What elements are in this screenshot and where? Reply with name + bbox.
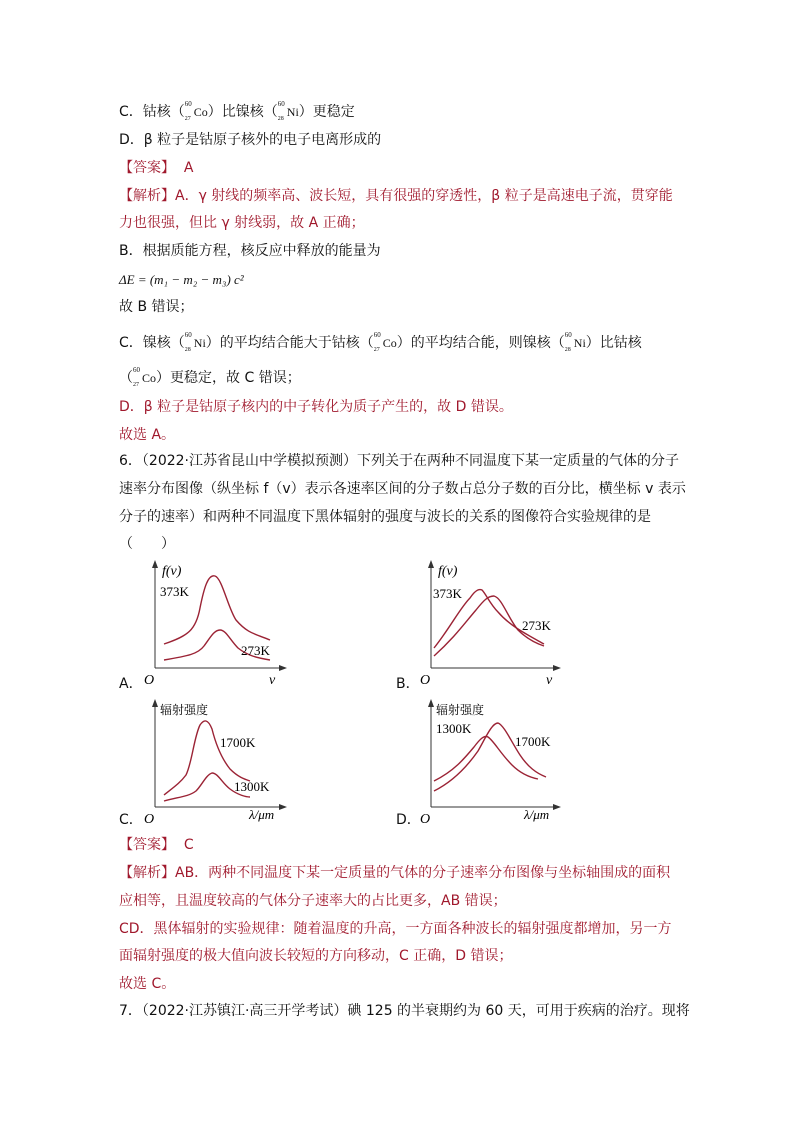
option-d: D．β 粒子是钴原子核外的电子电离形成的 <box>119 132 382 148</box>
analysis-1-d: D．β 粒子是钴原子核内的中子转化为质子产生的，故 D 错误。 <box>119 399 513 415</box>
origin-label: O <box>420 673 431 688</box>
question-6-line4: （ ） <box>119 536 175 552</box>
analysis-1-b1: B．根据质能方程，核反应中释放的能量为 <box>119 243 381 259</box>
analysis-2-ab2: 应相等，且温度较高的气体分子速率大的占比更多，AB 错误； <box>119 893 507 909</box>
analysis-1-c1: C．镍核（ 60 28 Ni）的平均结合能大于钴核（ 60 27 Co）的平均结合能，则镍核（ 60 28 Ni）比钴核 <box>119 331 642 353</box>
answer-1: 【答案】 A <box>119 160 194 176</box>
chart-b-letter: B． <box>396 676 420 692</box>
chart-a-letter: A． <box>119 676 143 692</box>
isotope-ni: 60 28 Ni <box>564 331 586 353</box>
isotope-ni: 60 28 Ni <box>184 331 206 353</box>
chart-d-letter: D． <box>396 812 421 828</box>
question-6-line1: 6．（2022·江苏省昆山中学模拟预测）下列关于在两种不同温度下某一定质量的气体的分子 <box>119 453 679 469</box>
option-c: C．钴核（ 60 27 Co）比镍核（ 60 28 Ni）更稳定 <box>119 100 355 122</box>
isotope-ni: 60 28 Ni <box>277 100 299 122</box>
question-6-line3: 分子的速率）和两种不同温度下黑体辐射的强度与波长的关系的图像符合实验规律的是 <box>119 509 651 525</box>
y-label: f(v) <box>162 564 182 579</box>
label-1300k: 1300K <box>234 779 270 794</box>
question-7-line1: 7．（2022·江苏镇江·高三开学考试）碘 125 的半衰期约为 60 天，可用于疾病的治疗。现将 <box>119 1003 690 1019</box>
y-label: 辐射强度 <box>436 703 485 717</box>
analysis-1-c2: （ 60 27 Co）更稳定，故 C 错误； <box>119 366 301 388</box>
conclusion-2: 故选 C。 <box>119 976 176 992</box>
analysis-2-cd2: 面辐射强度的极大值向波长较短的方向移动，C 正确，D 错误； <box>119 948 513 964</box>
y-label: 辐射强度 <box>160 703 209 717</box>
x-arrow <box>553 665 561 671</box>
label-1700k: 1700K <box>220 735 256 750</box>
analysis-1-a1: 【解析】A．γ 射线的频率高、波长短，具有很强的穿透性，β 粒子是高速电子流，贯穿能 <box>119 188 673 204</box>
chart-c-letter: C． <box>119 812 143 828</box>
isotope-co: 60 27 Co <box>184 100 208 122</box>
analysis-1-b2: 故 B 错误； <box>119 299 194 315</box>
label-1700k: 1700K <box>515 734 551 749</box>
chart-b <box>394 558 574 688</box>
label-273k: 273K <box>522 618 551 633</box>
origin-label: O <box>144 673 155 688</box>
x-label: v <box>546 673 553 688</box>
energy-formula: ΔE = (m₁ − m₂ − m₃) c² <box>119 272 244 287</box>
label-1300k: 1300K <box>436 721 472 736</box>
label-373k: 373K <box>160 584 189 599</box>
x-label: λ/μm <box>249 807 275 822</box>
origin-label: O <box>144 812 155 827</box>
isotope-co: 60 27 Co <box>373 331 397 353</box>
x-arrow <box>279 665 287 671</box>
analysis-2-cd1: CD．黑体辐射的实验规律：随着温度的升高，一方面各种波长的辐射强度都增加，另一方 <box>119 921 672 937</box>
origin-label: O <box>420 812 431 827</box>
y-arrow <box>428 699 434 707</box>
chart-d <box>394 697 574 827</box>
isotope-co: 60 27 Co <box>133 366 157 388</box>
y-arrow <box>152 699 158 707</box>
x-label: λ/μm <box>524 807 550 822</box>
y-label: f(v) <box>438 564 458 579</box>
y-arrow <box>428 560 434 568</box>
conclusion-1: 故选 A。 <box>119 427 176 443</box>
x-arrow <box>279 804 287 810</box>
label-273k: 273K <box>241 643 270 658</box>
label-373k: 373K <box>433 586 462 601</box>
analysis-1-a2: 力也很强，但比 γ 射线弱，故 A 正确； <box>119 215 365 231</box>
y-arrow <box>152 560 158 568</box>
analysis-2-ab1: 【解析】AB．两种不同温度下某一定质量的气体的分子速率分布图像与坐标轴围成的面积 <box>119 865 671 881</box>
chart-a <box>118 558 298 688</box>
answer-2: 【答案】 C <box>119 837 194 853</box>
question-6-line2: 速率分布图像（纵坐标 f（v）表示各速率区间的分子数占总分子数的百分比，横坐标 v 表示 <box>119 481 686 497</box>
x-label: v <box>269 673 276 688</box>
chart-c <box>118 697 298 827</box>
x-arrow <box>553 804 561 810</box>
